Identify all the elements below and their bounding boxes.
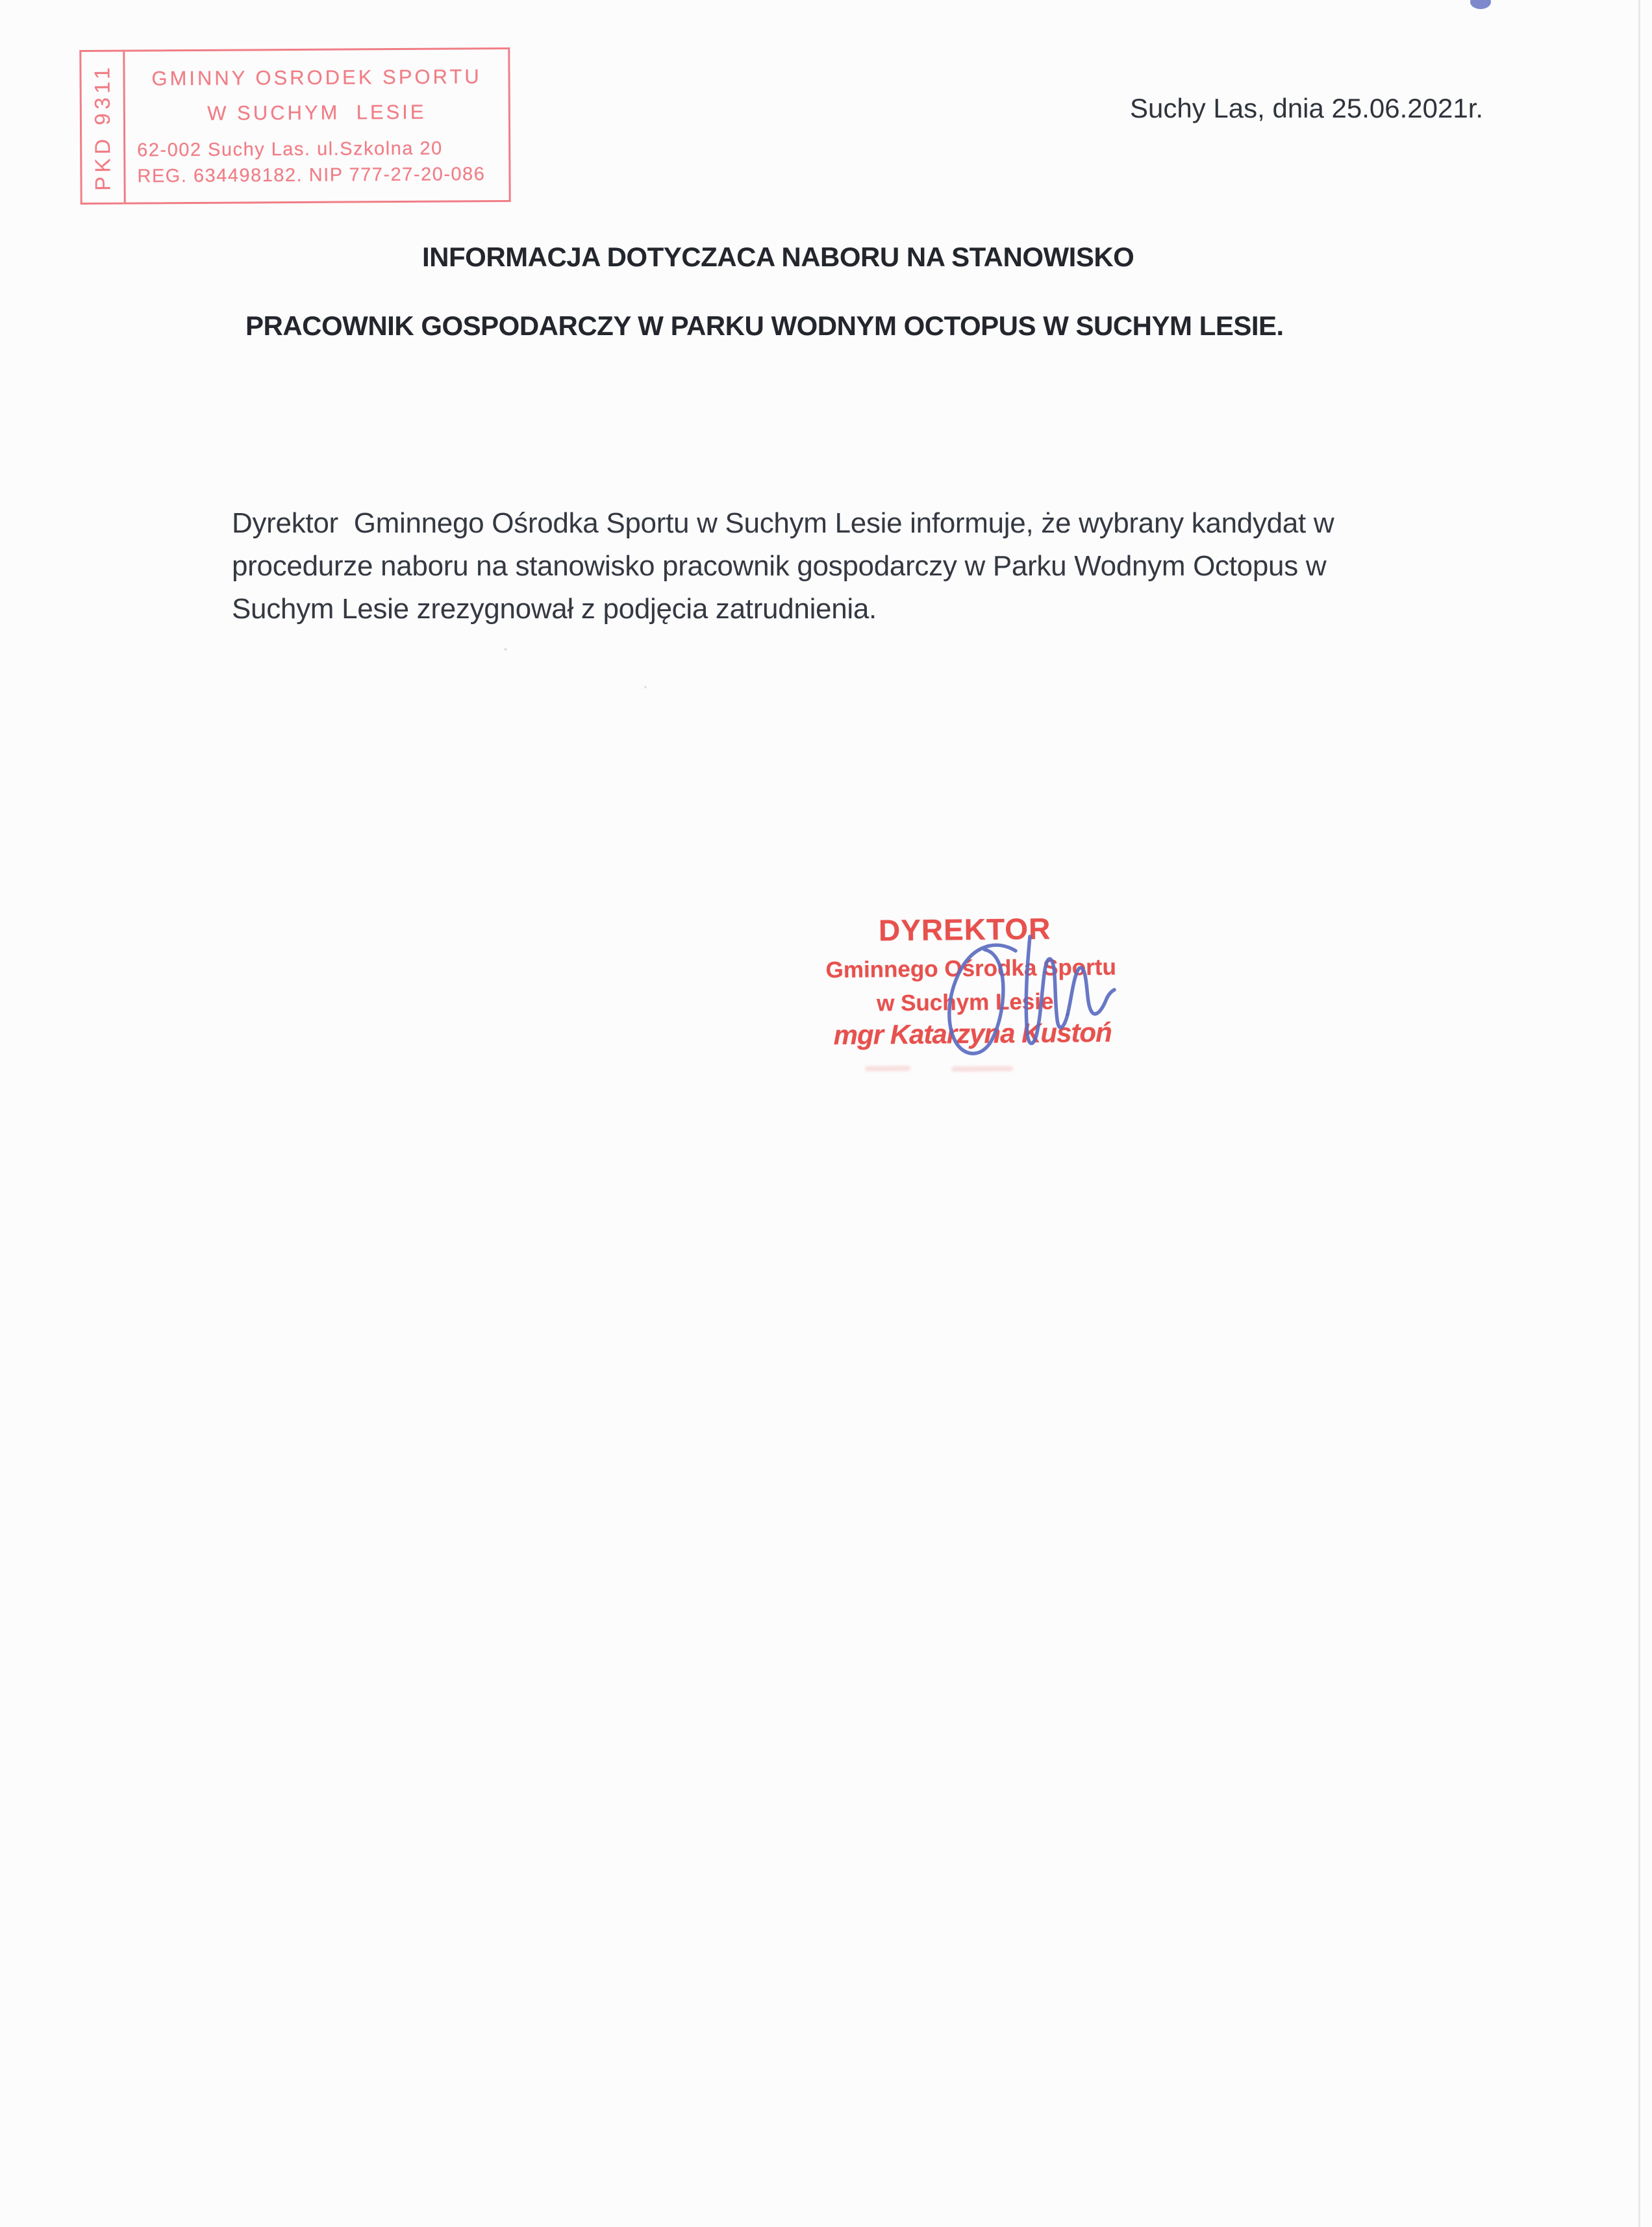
body-line: Dyrektor Gminnego Ośrodka Sportu w Suchym Lesie informuje, że wybrany kandydat w bbox=[232, 507, 1334, 539]
office-stamp-org-line2: W SUCHYM LESIE bbox=[207, 100, 427, 125]
director-stamp-org-line2: w Suchym Lesie bbox=[876, 988, 1054, 1016]
document-title-line1: INFORMACJA DOTYCZACA NABORU NA STANOWISKO bbox=[422, 242, 1134, 272]
office-stamp-reg-line: REG. 634498182. NIP 777-27-20-086 bbox=[137, 164, 486, 187]
office-stamp-side-box bbox=[81, 52, 125, 203]
director-stamp-signer: mgr Katarzyna Kustoń bbox=[833, 1016, 1112, 1051]
stamp-ghost-mark bbox=[865, 1066, 910, 1072]
scan-edge-line bbox=[1638, 0, 1640, 2227]
director-stamp-role: DYREKTOR bbox=[878, 911, 1051, 948]
ink-speck bbox=[644, 686, 647, 688]
date-line: Suchy Las, dnia 25.06.2021r. bbox=[1130, 93, 1484, 123]
director-stamp-org-line1: Gminnego Ośrodka Sportu bbox=[825, 954, 1117, 983]
office-stamp-main-box bbox=[125, 49, 508, 203]
body-paragraph bbox=[232, 502, 1334, 631]
office-stamp-side-code: PKD 9311 bbox=[90, 63, 115, 191]
office-stamp-address-line: 62-002 Suchy Las. ul.Szkolna 20 bbox=[137, 138, 443, 161]
office-stamp bbox=[79, 47, 510, 205]
stamp-ghost-mark bbox=[951, 1066, 1013, 1072]
scan-corner-ink-mark bbox=[1470, 0, 1491, 9]
signature-ink bbox=[920, 933, 1121, 1066]
ink-speck bbox=[504, 648, 507, 651]
document-title-line2: PRACOWNIK GOSPODARCZY W PARKU WODNYM OCTOPUS W SUCHYM LESIE. bbox=[245, 310, 1284, 341]
body-line: procedurze naboru na stanowisko pracownik gospodarczy w Parku Wodnym Octopus w bbox=[232, 550, 1327, 582]
office-stamp-org-line1: GMINNY OSRODEK SPORTU bbox=[151, 65, 482, 90]
body-line: Suchym Lesie zrezygnował z podjęcia zatrudnienia. bbox=[232, 593, 877, 625]
